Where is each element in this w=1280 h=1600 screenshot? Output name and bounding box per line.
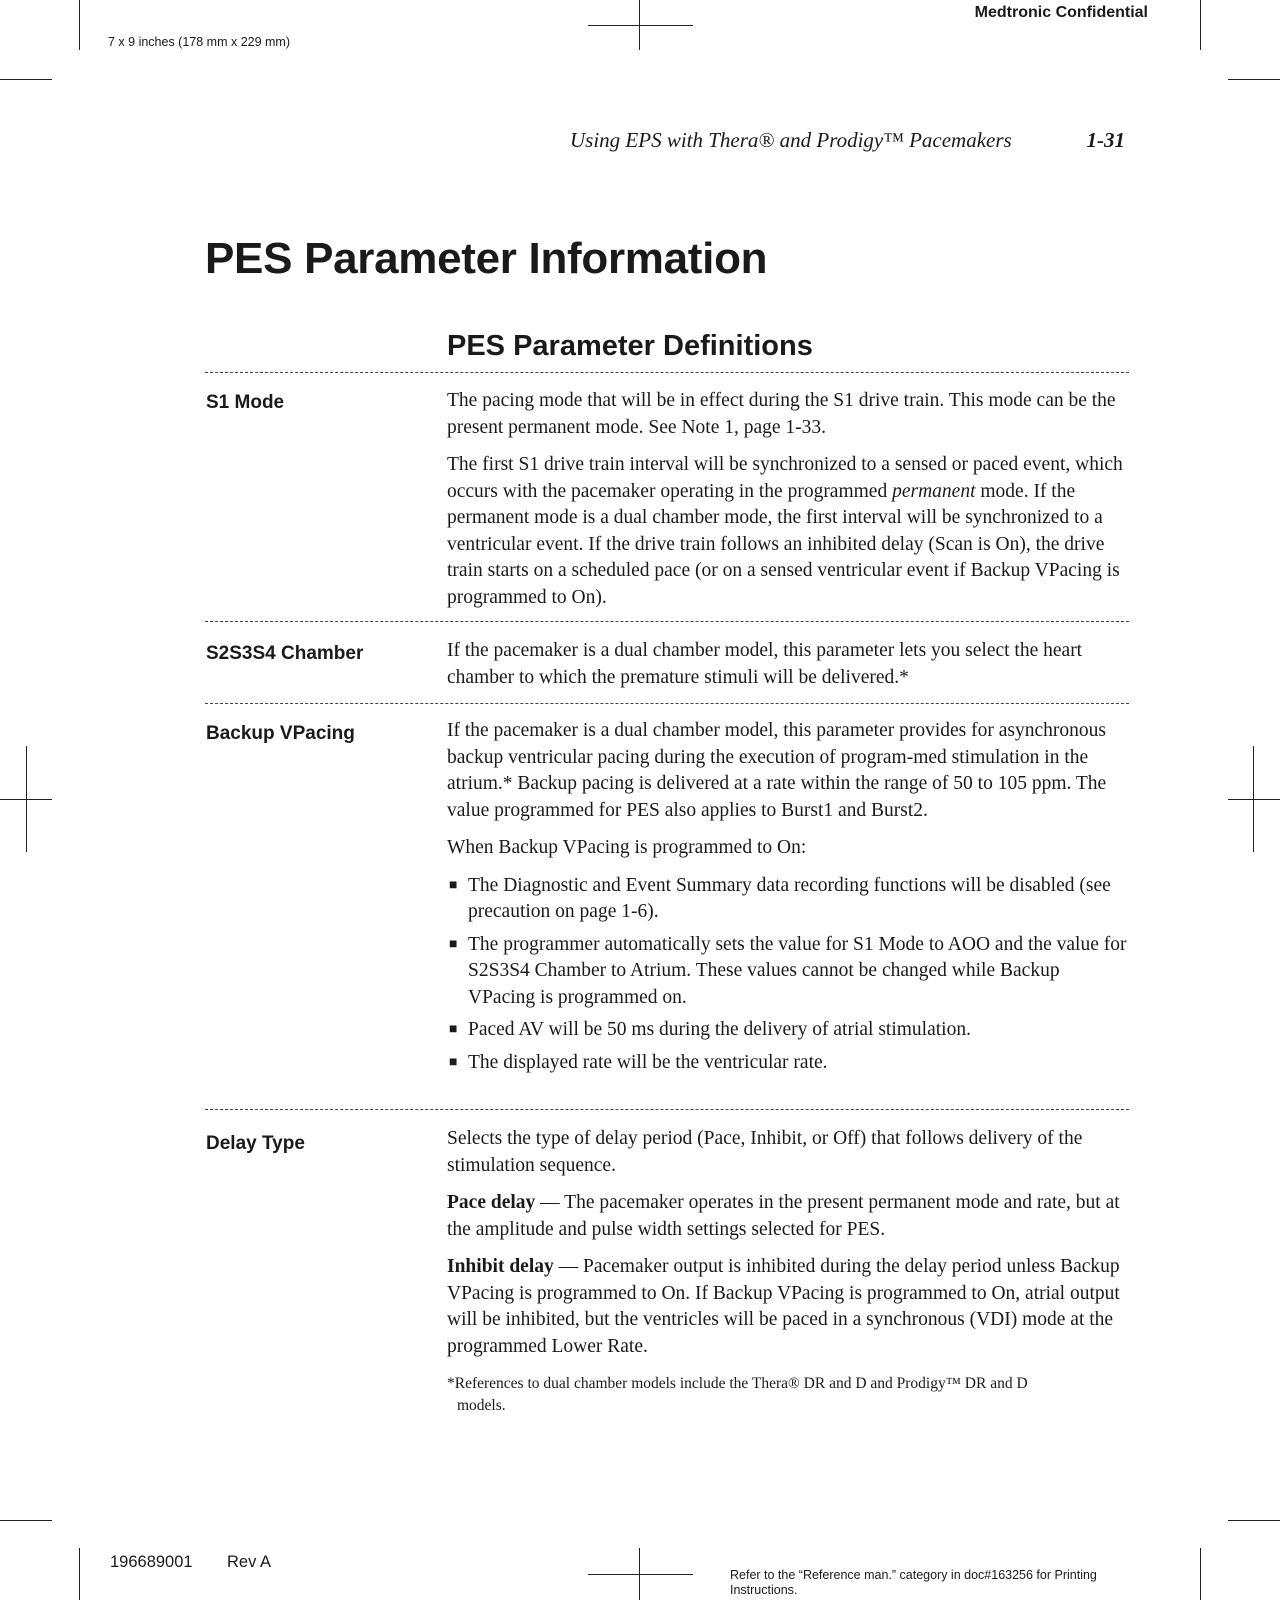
s2s3s4-paragraph-1: If the pacemaker is a dual chamber model, this parameter lets you select the heart chamber to which the premature stimuli will be delivered.* — [447, 640, 1083, 688]
registration-mark-left-horizontal — [0, 799, 52, 800]
s1-mode-paragraph-1: The pacing mode that will be in effect during the S1 drive train. This mode can be the present permanent mode. See Note 1, page 1-33. — [447, 390, 1116, 438]
s1-mode-p2-start: The first S1 drive train interval will be synchronized to a sensed or paced event, which occurs with the pacemaker operating in the programmed — [447, 454, 1123, 502]
section-title: PES Parameter Definitions — [447, 330, 813, 362]
rule-top — [205, 372, 1129, 373]
bullet-icon: ■ — [449, 936, 458, 952]
trim-size-label: 7 x 9 inches (178 mm x 229 mm) — [108, 35, 291, 49]
crop-mark-bottom-right-vertical — [1200, 1548, 1201, 1600]
pace-delay-label: Pace delay — [447, 1192, 536, 1213]
s1-mode-p2-emphasis: permanent — [892, 480, 976, 502]
definition-delay-type — [447, 1126, 1127, 1371]
list-item — [447, 873, 1127, 926]
bullet-text: The displayed rate will be the ventricular rate. — [468, 1051, 828, 1073]
document-number: 196689001 — [110, 1553, 193, 1571]
printing-instructions-note: Refer to the “Reference man.” category in doc#163256 for Printing Instructions. — [730, 1568, 1097, 1597]
backup-paragraph-2: When Backup VPacing is programmed to On: — [447, 837, 807, 858]
s1-mode-p2-end: mode. If the permanent mode is a dual chamber mode, the first interval will be synchronized to a ventricular event. If the drive train follows an inhibited delay (Scan is On), the drive train starts on a scheduled pace (or on a sensed ventricular event if Backup VPacing is programmed to On). — [447, 480, 1120, 608]
crop-mark-top-left-horizontal — [0, 79, 52, 80]
backup-paragraph-1: If the pacemaker is a dual chamber model, this parameter provides for asynchronous backup ventricular pacing during the execution of program-med stimulation in the atrium.* Backup pacing is delivered at a rate within the range of 50 to 105 ppm. The value programmed for PES also applies to Burst1 and Burst2. — [447, 720, 1107, 821]
s1-mode-paragraph-2 — [447, 452, 1127, 611]
bullet-icon: ■ — [449, 1022, 458, 1037]
inhibit-delay-text: — Pacemaker output is inhibited during the delay period unless Backup VPacing is programmed to On. If Backup VPacing is programmed to On, atrial output will be inhibited, but the ventricles will be paced in a synchronous (VDI) mode at the programmed Lower Rate. — [447, 1256, 1120, 1357]
page-number: 1-31 — [1086, 128, 1125, 152]
crop-mark-top-right-vertical — [1200, 0, 1201, 50]
term-backup-vpacing: Backup VPacing — [206, 723, 355, 744]
page-title: PES Parameter Information — [205, 234, 768, 283]
delay-paragraph-inhibit — [447, 1254, 1127, 1360]
backup-bullet-list — [447, 873, 1127, 1077]
bullet-icon: ■ — [449, 1054, 458, 1070]
list-item — [447, 1017, 1127, 1044]
term-s2s3s4-chamber: S2S3S4 Chamber — [206, 643, 364, 664]
footnote-line-2: models. — [457, 1397, 506, 1414]
list-item — [447, 1050, 1127, 1077]
rule-after-backup — [205, 1109, 1129, 1110]
crop-mark-bottom-left-vertical — [79, 1548, 80, 1600]
registration-mark-bottom-horizontal — [588, 1574, 693, 1575]
pace-delay-text: — The pacemaker operates in the present permanent mode and rate, but at the amplitude and pulse width settings selected for PES. — [447, 1192, 1120, 1240]
registration-mark-top-horizontal — [588, 25, 693, 26]
bullet-text: The Diagnostic and Event Summary data recording functions will be disabled (see precaution on page 1-6). — [468, 874, 1111, 922]
footnote-line-1: *References to dual chamber models include the Thera® DR and D and Prodigy™ DR and D — [447, 1375, 1028, 1392]
list-item — [447, 932, 1127, 1012]
revision-label: Rev A — [227, 1553, 272, 1571]
delay-paragraph-1: Selects the type of delay period (Pace, Inhibit, or Off) that follows delivery of the stimulation sequence. — [447, 1128, 1083, 1176]
term-delay-type: Delay Type — [206, 1133, 305, 1154]
footnote — [447, 1373, 1127, 1417]
crop-mark-top-right-horizontal — [1228, 79, 1280, 80]
crop-mark-bottom-left-horizontal — [0, 1520, 52, 1521]
rule-after-s2s3s4 — [205, 703, 1129, 704]
bullet-icon: ■ — [449, 877, 458, 893]
definition-s2s3s4-chamber — [447, 638, 1127, 702]
bullet-text: The programmer automatically sets the value for S1 Mode to AOO and the value for S2S3S4 Chamber to Atrium. These values cannot be changed while Backup VPacing is programmed on. — [468, 933, 1127, 1008]
delay-paragraph-pace — [447, 1190, 1127, 1243]
crop-mark-top-left-vertical — [79, 0, 80, 50]
running-title: Using EPS with Thera® and Prodigy™ Pacemakers — [570, 128, 1012, 152]
definition-s1-mode — [447, 388, 1127, 622]
inhibit-delay-label: Inhibit delay — [447, 1256, 554, 1277]
registration-mark-right-horizontal — [1228, 799, 1280, 800]
term-s1-mode: S1 Mode — [206, 392, 285, 413]
confidential-label: Medtronic Confidential — [974, 4, 1148, 21]
definition-backup-vpacing — [447, 718, 1127, 1084]
bullet-text: Paced AV will be 50 ms during the delivery of atrial stimulation. — [468, 1019, 971, 1040]
crop-mark-bottom-right-horizontal — [1228, 1520, 1280, 1521]
